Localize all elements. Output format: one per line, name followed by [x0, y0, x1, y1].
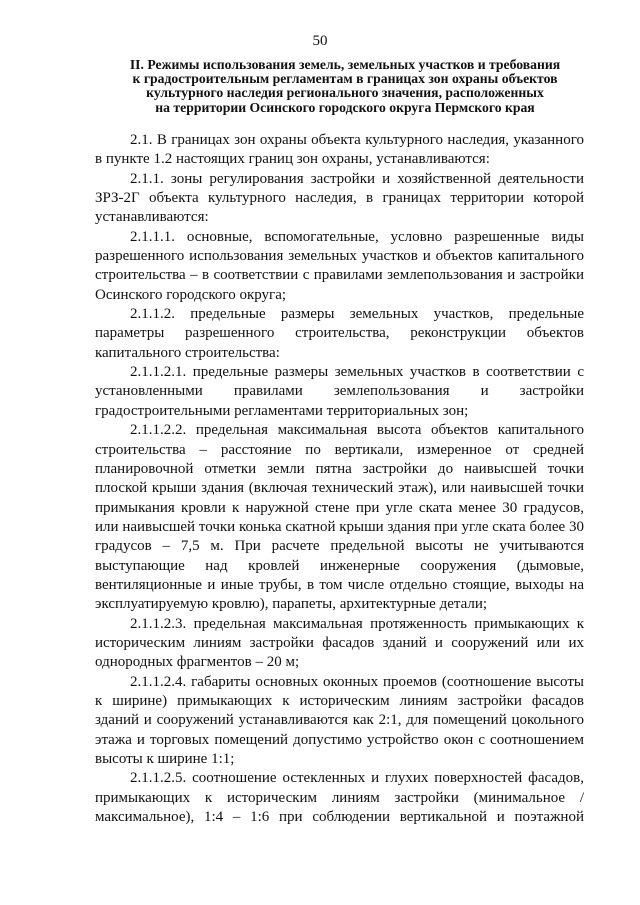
paragraph-2-1-1-1 [95, 228, 584, 305]
heading-line: культурного наследия регионального значения, расположенных [146, 85, 544, 101]
paragraph-text: предельная максимальная высота объектов капитального строительства – расстояние по вертикали, измеренное от средней планировочной отметки земли пятна застройки до наивысшей точки плоской крыши здания (включая технический этаж), или наивысшей точки примыкания кровли к наружной стене при угле ската менее 30 градусов, или наивысшей точки конька скатной крыши здания при угле ската более 30 градусов – 7,5 м. При расчете предельной высоты не учитываются выступающие над кровлей инженерные сооружения (дымовые, вентиляционные и иные трубы, в том числе отдельно стоящие, выходы на эксплуатируемую кровлю), парапеты, архитектурные детали; [95, 422, 584, 613]
document-body [95, 131, 584, 827]
paragraph-2-1-1-2-4 [95, 673, 584, 770]
paragraph-2-1-1-2-5 [95, 769, 584, 827]
paragraph-number: 2.1.1.1. [130, 228, 175, 245]
paragraph-text: габариты основных оконных проемов (соотношение высоты к ширине) примыкающих к историческим линиям застройки фасадов зданий и сооружений устанавливаются как 2:1, для помещений цокольного этажа и торговых помещений допустимо устройство окон с соотношением высоты к ширине 1:1; [95, 673, 584, 767]
paragraph-text: основные, вспомогательные, условно разрешенные виды разрешенного использования земельных участков и объектов капитального строительства – в соответствии с правилами землепользования и застройки Осинского городского округа; [95, 228, 585, 303]
heading-line: II. Режимы использования земель, земельных участков и требования [129, 57, 561, 72]
paragraph-number: 2.1.1.2.4. [130, 673, 187, 690]
paragraph-number: 2.1. В [130, 132, 167, 148]
paragraph-text: зоны регулирования застройки и хозяйственной деятельности ЗРЗ-2Г объекта культурного наследия, в границах территории которой устанавливаются: [95, 170, 584, 226]
section-heading [95, 58, 595, 115]
heading-line: на территории Осинского городского округа Пермского края [155, 99, 535, 115]
paragraph-number: 2.1.1.2.2. [130, 422, 187, 439]
paragraph-2-1 [95, 131, 584, 170]
paragraph-text: предельная максимальная протяженность примыкающих к историческим линиям застройки фасадов зданий и сооружений или их однородных фрагментов – 20 м; [95, 615, 585, 671]
paragraph-number: 2.1.1.2. [130, 306, 175, 323]
paragraph-number: 2.1.1.2.3. [130, 615, 187, 632]
page-number: 50 [312, 33, 328, 49]
paragraph-2-1-1-2 [95, 305, 584, 363]
paragraph-text: предельные размеры земельных участков в соответствии с установленными правилами землепользования и застройки градостроительными регламентами территориальных зон; [95, 364, 584, 419]
paragraph-2-1-1 [95, 170, 584, 228]
paragraph-text: соотношение остекленных и глухих поверхностей фасадов, примыкающих к историческим линиям застройки (минимальное / максимальное), 1:4 – 1:6 при соблюдении вертикальной и поэтажной [95, 770, 584, 826]
paragraph-number: 2.1.1. [130, 170, 164, 187]
heading-line: к градостроительным регламентам в границах зон охраны объектов [132, 71, 558, 87]
paragraph-number: 2.1.1.2.5. [130, 770, 187, 787]
paragraph-text: предельные размеры земельных участков, предельные параметры разрешенного строительства, реконструкции объектов капитального строительства: [95, 306, 584, 361]
paragraph-2-1-1-2-3 [95, 615, 584, 673]
paragraph-text: границах зон охраны объекта культурного наследия, указанного в пункте 1.2 настоящих границ зон охраны, устанавливаются: [95, 132, 584, 168]
paragraph-number: 2.1.1.2.1. [130, 364, 187, 381]
paragraph-2-1-1-2-1 [95, 363, 584, 421]
paragraph-2-1-1-2-2 [95, 421, 584, 614]
